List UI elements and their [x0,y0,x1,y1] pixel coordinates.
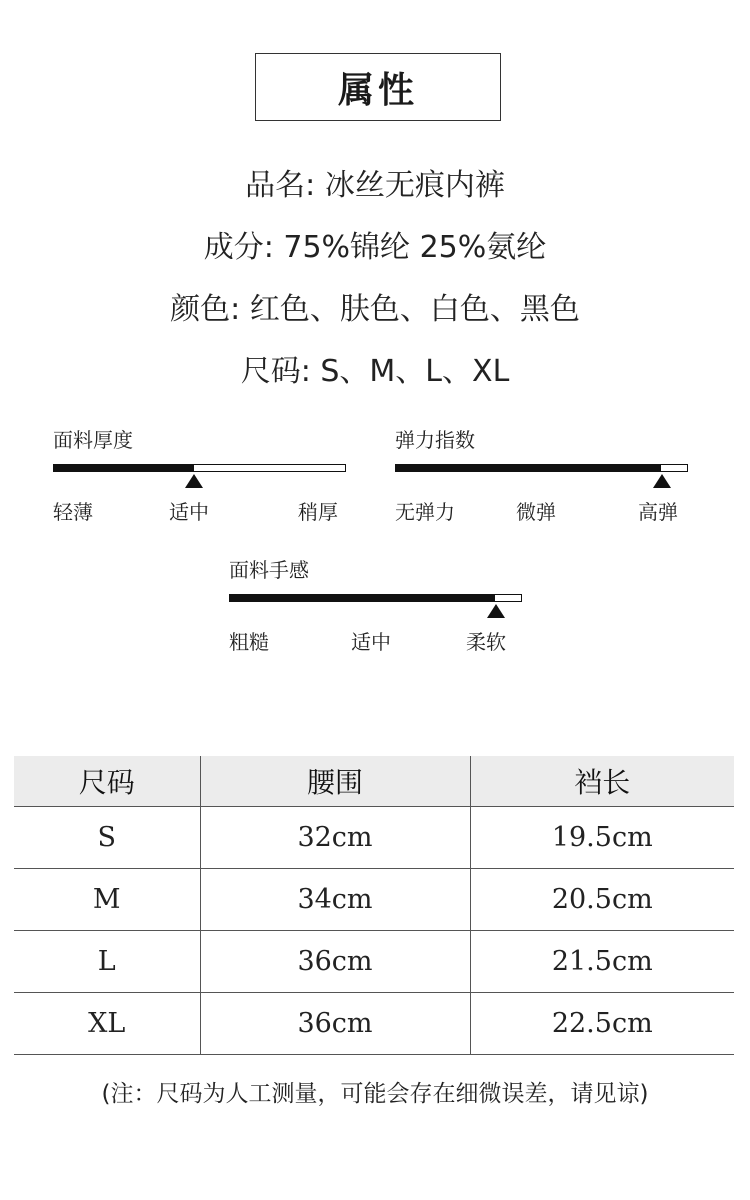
meter-scale-mid: 适中 [351,630,391,654]
meter-bar [229,594,522,602]
meter-indicator-icon [487,604,505,618]
header-waist: 腰围 [200,756,470,807]
meter-label: 弹力指数 [395,428,475,452]
cell-rise: 20.5cm [470,869,734,931]
table-row [14,931,734,993]
attr-composition: 成分: 75%锦纶 25%氨纶 [203,230,547,265]
meter-scale-high: 稍厚 [298,500,338,524]
meter-scale-high: 柔软 [466,630,506,654]
cell-rise: 19.5cm [470,807,734,869]
measurement-note: (注：尺码为人工测量，可能会存在细微误差，请见谅) [101,1081,649,1107]
meter-scale-low: 轻薄 [53,500,93,524]
meter-fabric-thickness [53,424,346,524]
meter-scale-low: 无弹力 [395,500,455,524]
cell-size: M [14,869,200,931]
meter-label: 面料厚度 [53,428,133,452]
cell-rise: 22.5cm [470,993,734,1055]
cell-waist: 36cm [200,931,470,993]
attr-product-name: 品名: 冰丝无痕内裤 [245,168,505,203]
table-row [14,807,734,869]
size-table [14,756,734,1055]
cell-size: S [14,807,200,869]
meter-elasticity [395,424,688,524]
table-header-row [14,756,734,807]
meter-hand-feel [229,554,522,654]
meter-scale-high: 高弹 [638,500,678,524]
cell-waist: 34cm [200,869,470,931]
meter-fill [54,465,194,471]
cell-size: XL [14,993,200,1055]
table-row [14,993,734,1055]
header-rise: 裆长 [470,756,734,807]
attr-sizes: 尺码: S、M、L、XL [240,354,510,389]
cell-waist: 32cm [200,807,470,869]
meter-indicator-icon [653,474,671,488]
meter-fill [230,595,495,601]
cell-size: L [14,931,200,993]
header-size: 尺码 [14,756,200,807]
meter-fill [396,465,661,471]
meter-bar [395,464,688,472]
meter-scale-mid: 微弹 [516,500,556,524]
cell-waist: 36cm [200,993,470,1055]
meter-label: 面料手感 [229,558,309,582]
table-row [14,869,734,931]
attr-colors: 颜色: 红色、肤色、白色、黑色 [170,292,580,327]
meter-bar [53,464,346,472]
meter-scale-mid: 适中 [169,500,209,524]
meter-scale-low: 粗糙 [229,630,269,654]
meter-indicator-icon [185,474,203,488]
attributes-title: 属性 [255,53,501,121]
cell-rise: 21.5cm [470,931,734,993]
